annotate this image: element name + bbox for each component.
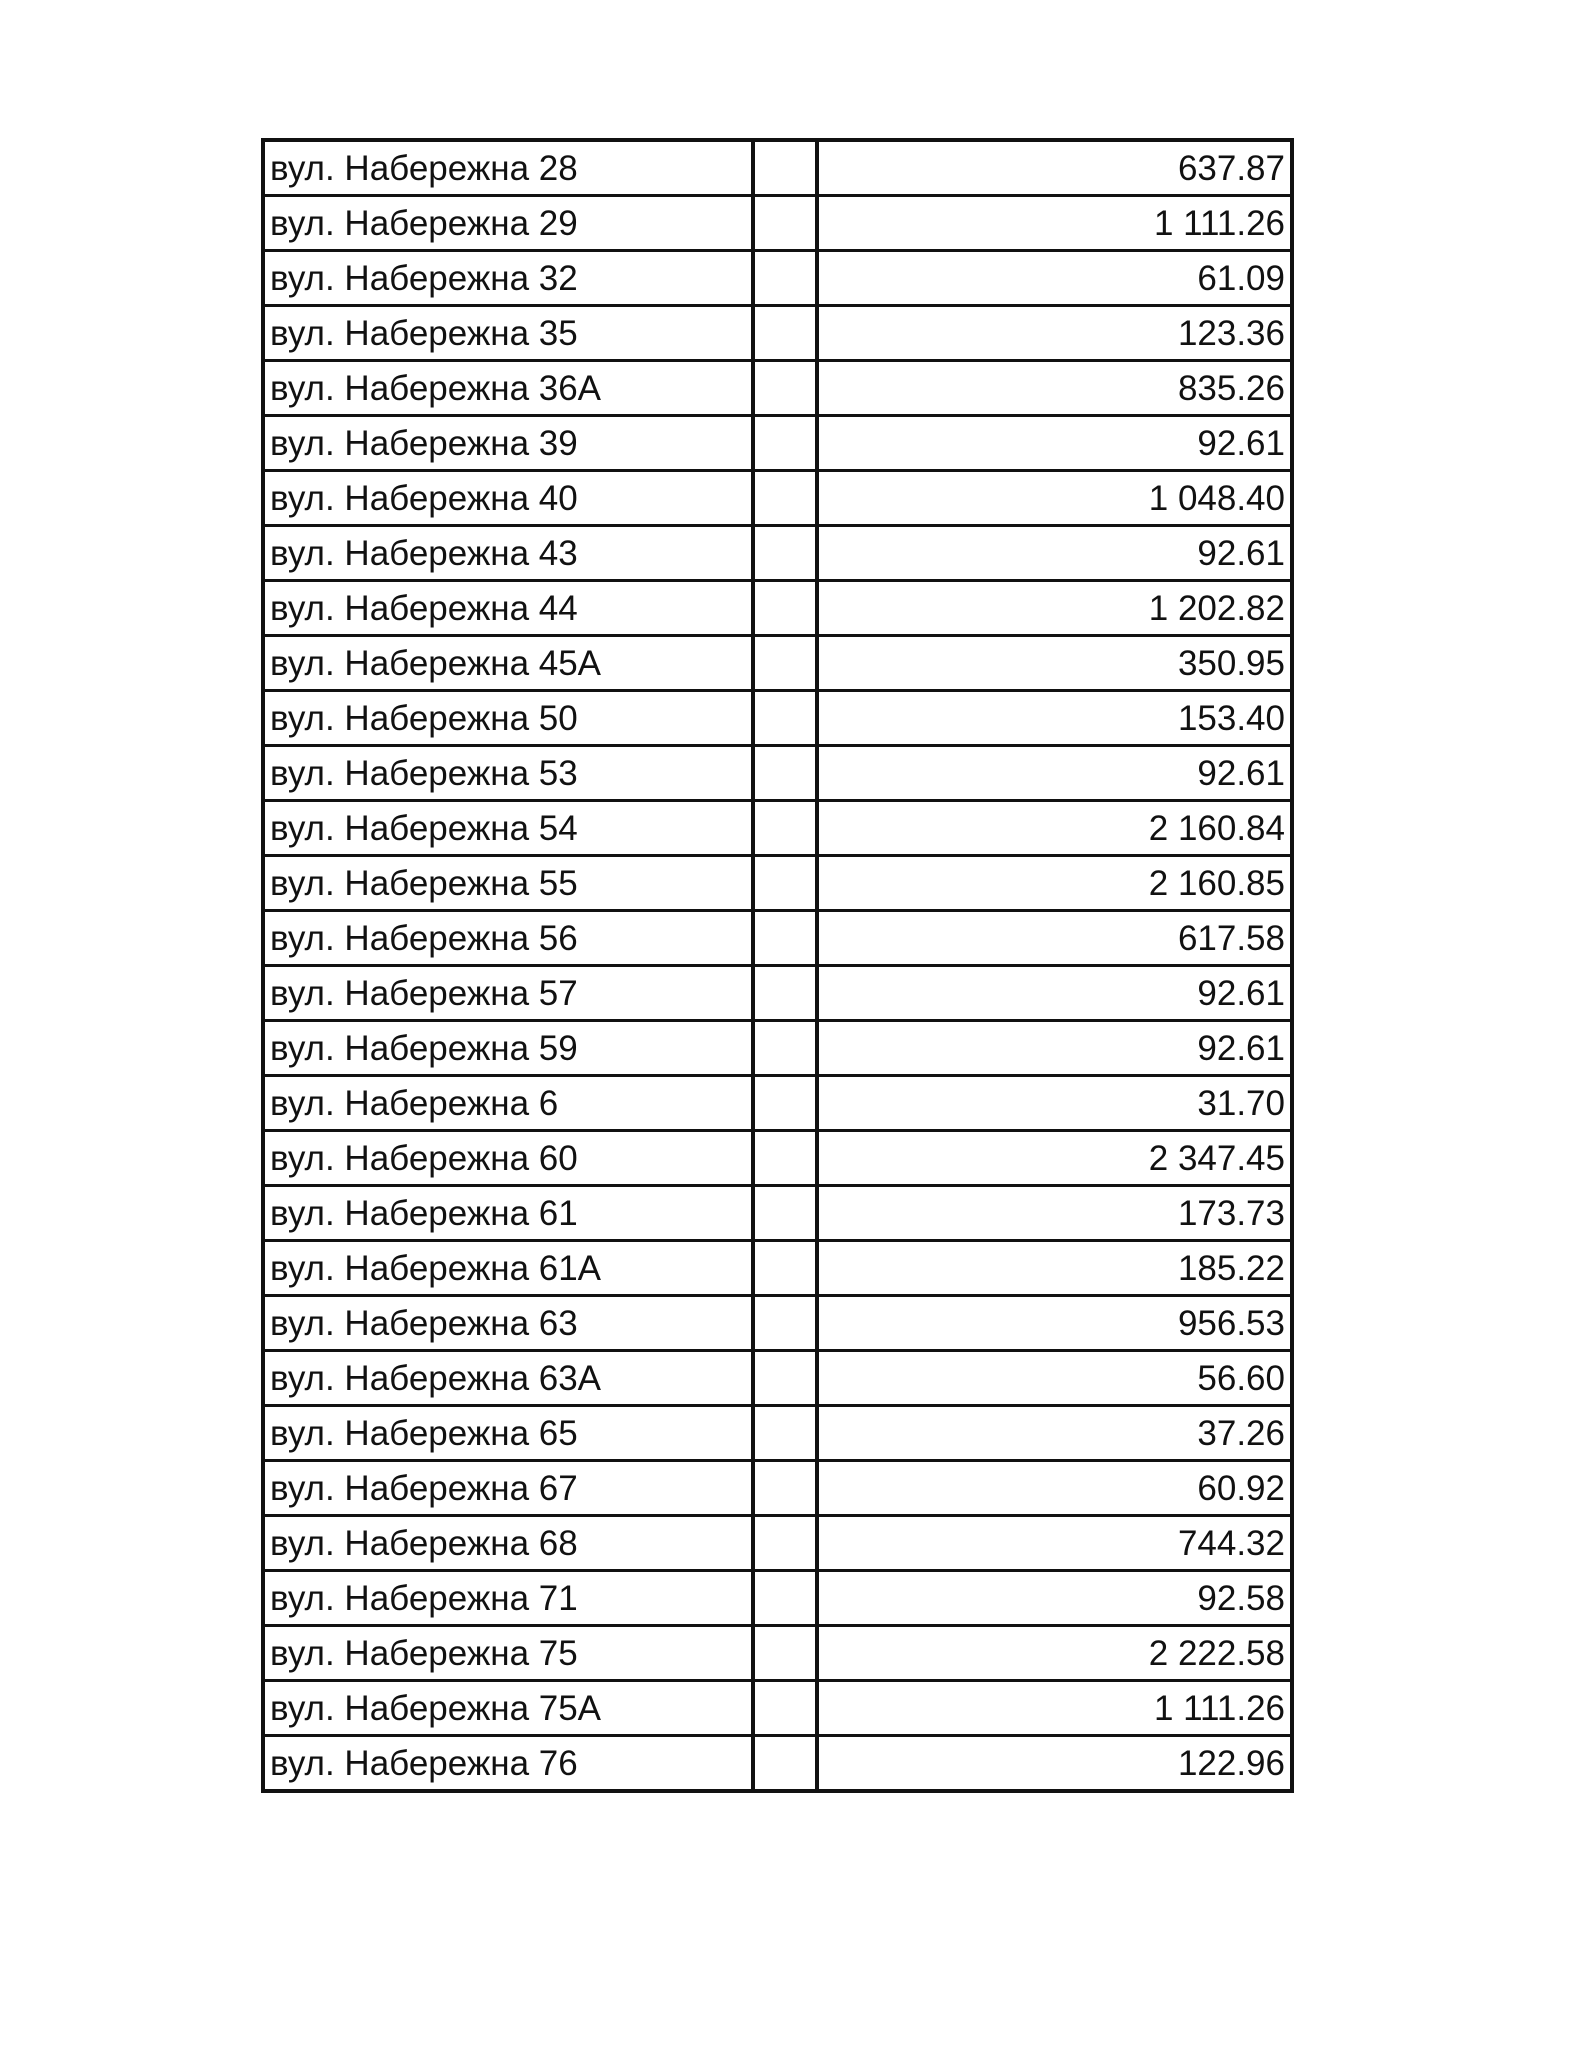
table-row (263, 691, 1292, 746)
table-row (263, 1571, 1292, 1626)
value-cell: 1 202.82 (817, 581, 1292, 636)
address-cell: вул. Набережна 55 (263, 856, 753, 911)
empty-cell (753, 1736, 817, 1792)
table-body (263, 140, 1292, 1791)
empty-cell (753, 636, 817, 691)
value-cell: 92.61 (817, 526, 1292, 581)
address-cell: вул. Набережна 65 (263, 1406, 753, 1461)
address-cell: вул. Набережна 32 (263, 251, 753, 306)
table-row (263, 416, 1292, 471)
empty-cell (753, 1296, 817, 1351)
address-cell: вул. Набережна 61 (263, 1186, 753, 1241)
table-row (263, 196, 1292, 251)
address-cell: вул. Набережна 59 (263, 1021, 753, 1076)
address-cell: вул. Набережна 76 (263, 1736, 753, 1792)
value-cell: 2 222.58 (817, 1626, 1292, 1681)
value-cell: 1 111.26 (817, 196, 1292, 251)
table-row (263, 361, 1292, 416)
address-cell: вул. Набережна 44 (263, 581, 753, 636)
empty-cell (753, 1626, 817, 1681)
table-row (263, 1241, 1292, 1296)
value-cell: 92.61 (817, 1021, 1292, 1076)
empty-cell (753, 1186, 817, 1241)
value-cell: 617.58 (817, 911, 1292, 966)
table-row (263, 140, 1292, 196)
address-cell: вул. Набережна 53 (263, 746, 753, 801)
address-cell: вул. Набережна 45А (263, 636, 753, 691)
value-cell: 92.61 (817, 746, 1292, 801)
value-cell: 31.70 (817, 1076, 1292, 1131)
empty-cell (753, 140, 817, 196)
address-cell: вул. Набережна 63 (263, 1296, 753, 1351)
table-row (263, 1021, 1292, 1076)
table-row (263, 1186, 1292, 1241)
empty-cell (753, 911, 817, 966)
address-cell: вул. Набережна 75 (263, 1626, 753, 1681)
address-cell: вул. Набережна 67 (263, 1461, 753, 1516)
value-cell: 153.40 (817, 691, 1292, 746)
empty-cell (753, 746, 817, 801)
table-row (263, 966, 1292, 1021)
empty-cell (753, 1241, 817, 1296)
table-row (263, 1516, 1292, 1571)
empty-cell (753, 1681, 817, 1736)
table-row (263, 1351, 1292, 1406)
value-cell: 1 111.26 (817, 1681, 1292, 1736)
table-row (263, 801, 1292, 856)
table-row (263, 471, 1292, 526)
empty-cell (753, 471, 817, 526)
empty-cell (753, 526, 817, 581)
value-cell: 123.36 (817, 306, 1292, 361)
address-cell: вул. Набережна 54 (263, 801, 753, 856)
table-row (263, 1461, 1292, 1516)
value-cell: 173.73 (817, 1186, 1292, 1241)
value-cell: 2 160.84 (817, 801, 1292, 856)
empty-cell (753, 801, 817, 856)
empty-cell (753, 1461, 817, 1516)
value-cell: 56.60 (817, 1351, 1292, 1406)
empty-cell (753, 1571, 817, 1626)
table-row (263, 911, 1292, 966)
address-cell: вул. Набережна 71 (263, 1571, 753, 1626)
empty-cell (753, 306, 817, 361)
value-cell: 744.32 (817, 1516, 1292, 1571)
empty-cell (753, 966, 817, 1021)
value-cell: 92.58 (817, 1571, 1292, 1626)
empty-cell (753, 856, 817, 911)
value-cell: 60.92 (817, 1461, 1292, 1516)
address-cell: вул. Набережна 35 (263, 306, 753, 361)
empty-cell (753, 581, 817, 636)
address-cell: вул. Набережна 63А (263, 1351, 753, 1406)
empty-cell (753, 361, 817, 416)
address-cell: вул. Набережна 56 (263, 911, 753, 966)
table-row (263, 251, 1292, 306)
empty-cell (753, 251, 817, 306)
address-cell: вул. Набережна 6 (263, 1076, 753, 1131)
value-cell: 122.96 (817, 1736, 1292, 1792)
table-row (263, 856, 1292, 911)
value-cell: 61.09 (817, 251, 1292, 306)
address-cell: вул. Набережна 75А (263, 1681, 753, 1736)
value-cell: 37.26 (817, 1406, 1292, 1461)
value-cell: 835.26 (817, 361, 1292, 416)
value-cell: 2 160.85 (817, 856, 1292, 911)
table-row (263, 1406, 1292, 1461)
value-cell: 956.53 (817, 1296, 1292, 1351)
empty-cell (753, 1406, 817, 1461)
address-cell: вул. Набережна 40 (263, 471, 753, 526)
value-cell: 1 048.40 (817, 471, 1292, 526)
address-cell: вул. Набережна 57 (263, 966, 753, 1021)
address-cell: вул. Набережна 29 (263, 196, 753, 251)
table-row (263, 306, 1292, 361)
value-cell: 92.61 (817, 966, 1292, 1021)
address-cell: вул. Набережна 39 (263, 416, 753, 471)
table-row (263, 746, 1292, 801)
value-cell: 185.22 (817, 1241, 1292, 1296)
address-cell: вул. Набережна 28 (263, 140, 753, 196)
table-row (263, 526, 1292, 581)
address-cell: вул. Набережна 60 (263, 1131, 753, 1186)
table-row (263, 1076, 1292, 1131)
empty-cell (753, 1021, 817, 1076)
empty-cell (753, 691, 817, 746)
empty-cell (753, 1351, 817, 1406)
table-row (263, 636, 1292, 691)
empty-cell (753, 196, 817, 251)
empty-cell (753, 416, 817, 471)
value-cell: 350.95 (817, 636, 1292, 691)
table-row (263, 1681, 1292, 1736)
value-cell: 92.61 (817, 416, 1292, 471)
empty-cell (753, 1516, 817, 1571)
table-row (263, 1626, 1292, 1681)
value-cell: 2 347.45 (817, 1131, 1292, 1186)
empty-cell (753, 1076, 817, 1131)
table-row (263, 581, 1292, 636)
value-cell: 637.87 (817, 140, 1292, 196)
address-cell: вул. Набережна 68 (263, 1516, 753, 1571)
table-row (263, 1736, 1292, 1792)
table-row (263, 1131, 1292, 1186)
address-cell: вул. Набережна 43 (263, 526, 753, 581)
address-cell: вул. Набережна 61А (263, 1241, 753, 1296)
address-cell: вул. Набережна 36А (263, 361, 753, 416)
table-row (263, 1296, 1292, 1351)
empty-cell (753, 1131, 817, 1186)
address-cell: вул. Набережна 50 (263, 691, 753, 746)
address-value-table (261, 138, 1294, 1793)
